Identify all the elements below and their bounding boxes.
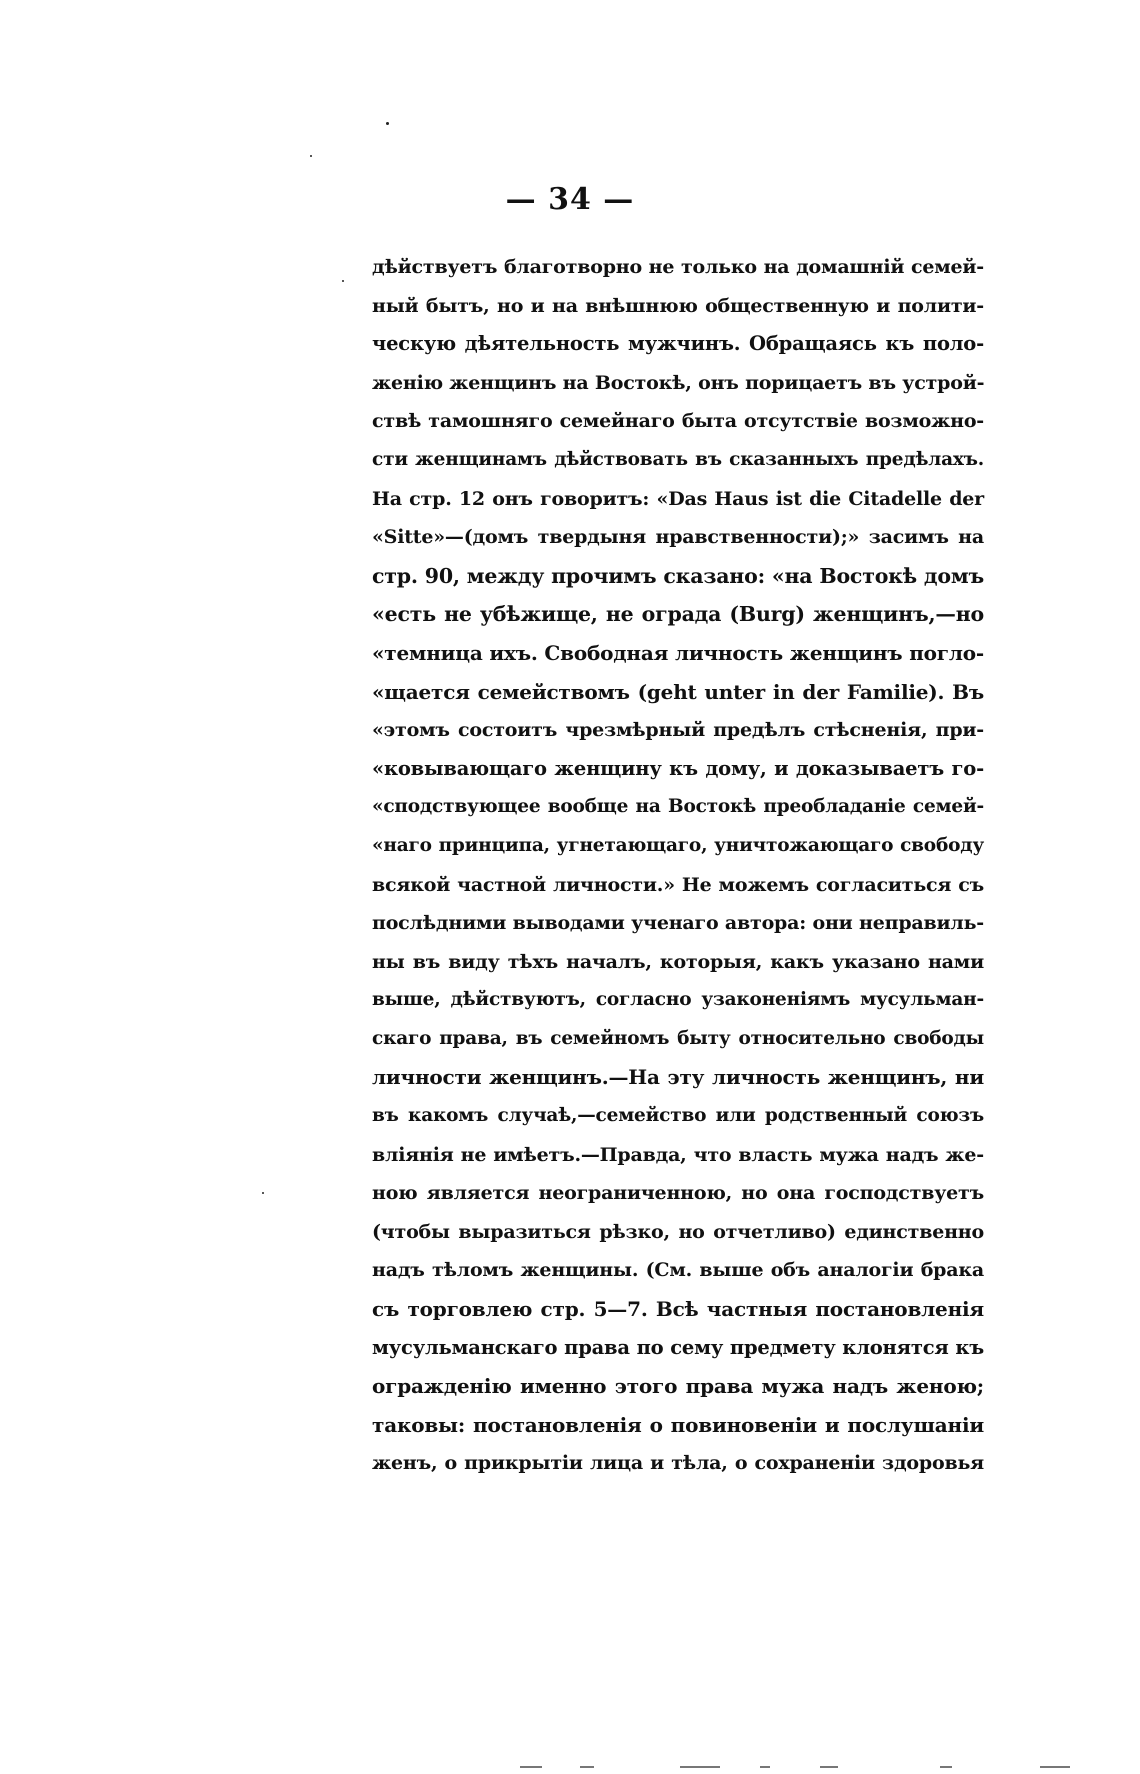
ink-speck bbox=[262, 1192, 264, 1194]
text-line: выше, дѣйствуютъ, согласно узаконеніямъ мусульман- bbox=[372, 989, 984, 1011]
text-line: ный бытъ, но и на внѣшнюю общественную и полити- bbox=[372, 294, 984, 317]
text-line: «щается семействомъ (geht unter in der Familie). Въ bbox=[372, 679, 984, 704]
text-line: ною является неограниченною, но она господствуетъ bbox=[372, 1182, 984, 1205]
text-line: мусульманскаго права по сему предмету клонятся къ bbox=[372, 1335, 984, 1359]
ink-speck bbox=[310, 155, 312, 157]
text-line: личности женщинъ.—На эту личность женщинъ, ни bbox=[372, 1065, 984, 1090]
text-line: «сподствующее вообще на Востокѣ преобладаніе семей- bbox=[372, 796, 984, 818]
text-line: «этомъ состоитъ чрезмѣрный предѣлъ стѣсненія, при- bbox=[372, 719, 984, 742]
text-line: ствѣ тамошняго семейнаго быта отсутствіе возможно- bbox=[372, 410, 984, 433]
text-line: таковы: постановленія о повиновеніи и послушаніи bbox=[372, 1412, 984, 1437]
text-line: ны въ виду тѣхъ началъ, которыя, какъ указано нами bbox=[372, 950, 984, 973]
text-line: женію женщинъ на Востокѣ, онъ порицаетъ въ устрой- bbox=[372, 371, 985, 394]
text-line: надъ тѣломъ женщины. (См. выше объ аналогіи брака bbox=[372, 1259, 984, 1282]
text-line: вліянія не имѣетъ.—Правда, что власть мужа надъ же- bbox=[372, 1143, 984, 1166]
text-line: скаго права, въ семейномъ быту относительно свободы bbox=[372, 1027, 984, 1049]
text-line: (чтобы выразиться рѣзко, но отчетливо) единственно bbox=[372, 1220, 984, 1243]
text-line: На стр. 12 онъ говоритъ: «Das Haus ist die Citadelle der bbox=[372, 487, 984, 510]
body-text bbox=[372, 248, 984, 1483]
page-number: — 34 — bbox=[505, 182, 635, 217]
text-line: съ торговлею стр. 5—7. Всѣ частныя постановленія bbox=[372, 1297, 984, 1322]
scan-edge-marks bbox=[520, 1766, 1120, 1769]
text-line: дѣйствуетъ благотворно не только на домашній семей- bbox=[372, 256, 984, 278]
text-line: всякой частной личности.» Не можемъ согласиться съ bbox=[372, 873, 984, 896]
text-line: ческую дѣятельность мужчинъ. Обращаясь къ поло- bbox=[372, 332, 984, 356]
text-line: въ какомъ случаѣ,—семейство или родственный союзъ bbox=[372, 1105, 984, 1127]
text-line: стр. 90, между прочимъ сказано: «на Востокѣ домъ bbox=[372, 563, 984, 588]
ink-speck bbox=[386, 122, 389, 125]
text-line: «наго принципа, угнетающаго, уничтожающаго свободу bbox=[372, 834, 984, 856]
text-line: «темница ихъ. Свободная личность женщинъ погло- bbox=[372, 640, 984, 665]
text-line: «есть не убѣжище, не ограда (Burg) женщинъ,—но bbox=[372, 602, 984, 627]
text-line: послѣдними выводами ученаго автора: они неправиль- bbox=[372, 912, 984, 935]
text-line: «ковывающаго женщину къ дому, и доказываетъ го- bbox=[372, 756, 984, 780]
text-line: «Sitte»—(домъ твердыня нравственности);» засимъ на bbox=[372, 526, 984, 549]
text-line: огражденію именно этого права мужа надъ женою; bbox=[372, 1374, 984, 1399]
text-line: женъ, о прикрытіи лица и тѣла, о сохраненіи здоровья bbox=[372, 1452, 984, 1475]
ink-speck bbox=[342, 280, 344, 282]
text-line: сти женщинамъ дѣйствовать въ сказанныхъ предѣлахъ. bbox=[372, 448, 984, 470]
